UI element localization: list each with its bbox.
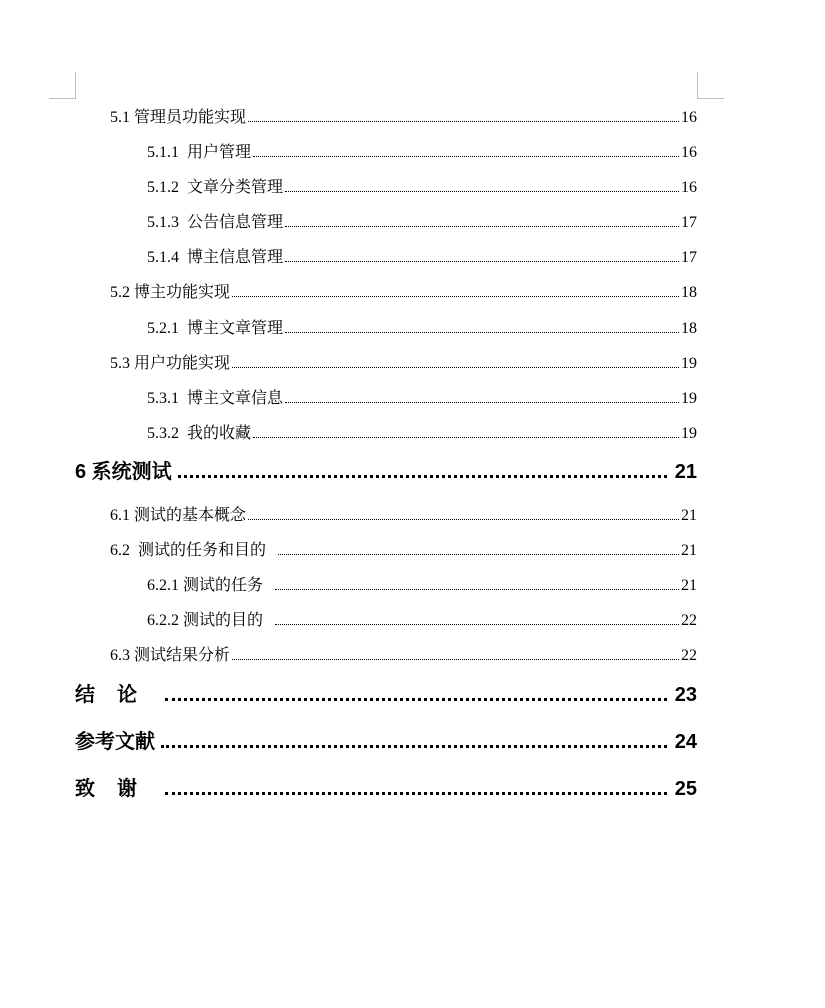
toc-entry-title: 5.3.2 我的收藏 (147, 425, 252, 442)
dot-leader (285, 225, 679, 227)
toc-entry-title: 5.1.1 用户管理 (147, 144, 252, 161)
toc-entry[interactable] (147, 173, 697, 197)
dot-leader (285, 190, 679, 192)
toc-entry[interactable] (147, 571, 697, 595)
dot-leader (165, 697, 667, 701)
toc-entry-title: 5.1.2 文章分类管理 (147, 179, 284, 196)
toc-entry-title: 结论 (75, 684, 159, 706)
dot-leader (161, 744, 667, 748)
toc-entry-page: 18 (681, 284, 697, 301)
toc-entry-title: 5.2 博主功能实现 (110, 284, 231, 301)
dot-leader (285, 401, 679, 403)
toc-entry[interactable] (147, 243, 697, 267)
toc-entry-page: 17 (681, 214, 697, 231)
toc-entry-title: 6.2.2 测试的目的 (147, 612, 264, 629)
toc-entry-title: 5.2.1 博主文章管理 (147, 320, 284, 337)
toc-entry-page: 19 (681, 355, 697, 372)
toc-entry[interactable] (110, 641, 697, 665)
margin-corner-mark-left (49, 72, 76, 99)
dot-leader (232, 366, 679, 368)
dot-leader (253, 436, 679, 438)
toc-entry-page: 17 (681, 249, 697, 266)
toc-entry-page: 16 (681, 144, 697, 161)
dot-leader (248, 120, 679, 122)
toc-entry[interactable] (110, 501, 697, 525)
toc-entry-title: 5.3 用户功能实现 (110, 355, 231, 372)
toc-entry[interactable] (110, 278, 697, 302)
toc-entry-page: 16 (681, 179, 697, 196)
toc-entry-page: 24 (674, 731, 697, 753)
toc-entry-page: 16 (681, 109, 697, 126)
toc-entry-title: 6.2.1 测试的任务 (147, 577, 264, 594)
toc-entry[interactable] (147, 384, 697, 408)
toc-chapter[interactable] (75, 679, 697, 707)
dot-leader (178, 474, 667, 478)
dot-leader (275, 623, 679, 625)
toc-entry-page: 19 (681, 425, 697, 442)
margin-corner-mark-right (697, 72, 724, 99)
toc-entry-page: 21 (681, 577, 697, 594)
toc-entry-title: 6.3 测试结果分析 (110, 647, 231, 664)
toc-chapter[interactable] (75, 726, 697, 754)
toc-chapter[interactable] (75, 456, 697, 484)
toc-entry-page: 19 (681, 390, 697, 407)
toc-entry-title: 参考文献 (75, 731, 155, 753)
toc-entry[interactable] (110, 103, 697, 127)
toc-entry-page: 21 (681, 542, 697, 559)
toc-entry-page: 25 (674, 778, 697, 800)
toc-entry-page: 21 (674, 461, 697, 483)
toc-entry-title: 5.1.4 博主信息管理 (147, 249, 284, 266)
toc-entry[interactable] (147, 606, 697, 630)
dot-leader (275, 588, 679, 590)
toc-entry-title: 6.2 测试的任务和目的 (110, 542, 267, 559)
toc-entry[interactable] (147, 419, 697, 443)
toc-entry-title: 5.1 管理员功能实现 (110, 109, 247, 126)
toc-entry-title: 致谢 (75, 778, 159, 800)
toc-entry-page: 21 (681, 507, 697, 524)
toc-entry[interactable] (147, 314, 697, 338)
dot-leader (248, 518, 679, 520)
dot-leader (278, 553, 679, 555)
toc-entry[interactable] (110, 349, 697, 373)
toc-entry-page: 22 (681, 612, 697, 629)
toc-entry-page: 23 (674, 684, 697, 706)
dot-leader (165, 791, 667, 795)
toc-entry-page: 22 (681, 647, 697, 664)
dot-leader (285, 331, 679, 333)
toc-entry[interactable] (147, 208, 697, 232)
toc-entry[interactable] (110, 536, 697, 560)
toc-entry[interactable] (147, 138, 697, 162)
dot-leader (285, 260, 679, 262)
dot-leader (253, 155, 679, 157)
toc-entry-page: 18 (681, 320, 697, 337)
toc-entry-title: 5.3.1 博主文章信息 (147, 390, 284, 407)
dot-leader (232, 658, 679, 660)
dot-leader (232, 295, 679, 297)
toc-entry-title: 5.1.3 公告信息管理 (147, 214, 284, 231)
toc-entry-title: 6.1 测试的基本概念 (110, 507, 247, 524)
toc-entry-title: 6 系统测试 (75, 461, 172, 483)
toc-chapter[interactable] (75, 773, 697, 801)
